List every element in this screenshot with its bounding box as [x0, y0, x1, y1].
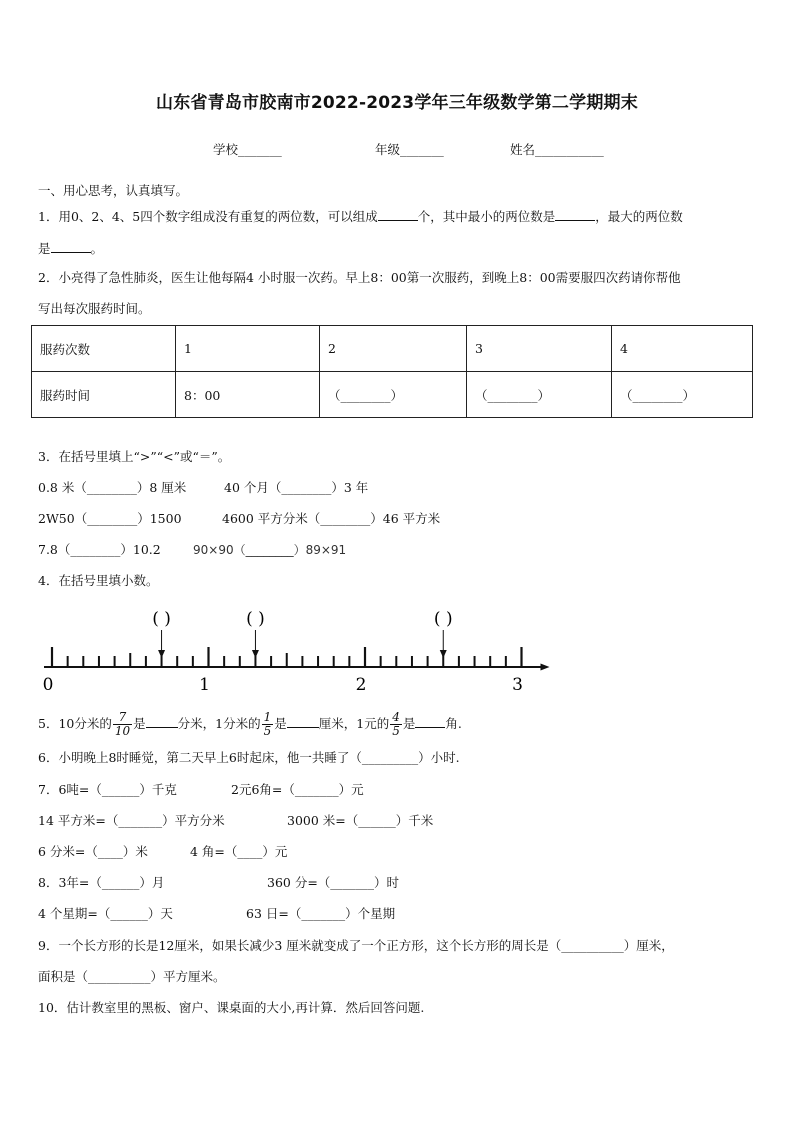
question-5 [38, 711, 462, 738]
table-cell: 4 [612, 326, 753, 372]
name-field[interactable]: 姓名___________ [510, 142, 604, 157]
q7-item-3b[interactable]: 4 角=（____）元 [190, 844, 288, 859]
q7-item-1a[interactable]: 7．6吨=（______）千克 [38, 782, 177, 797]
q1-text-e: 。 [90, 241, 104, 256]
question-2-line1: 2．小亮得了急性肺炎，医生让他每隔4 小时服一次药。早上8：00第一次服药，到晚上8：00需要服四次药请你帮他 [38, 270, 681, 285]
q5-text: 厘米，1元的 [318, 716, 390, 731]
answer-bracket[interactable]: ( ) [246, 609, 265, 629]
table-row [32, 326, 753, 372]
q8-item-2b[interactable]: 63 日=（_______）个星期 [246, 906, 396, 921]
page-title: 山东省青岛市胶南市2022-2023学年三年级数学第二学期期末 [156, 93, 638, 113]
q1-blank-max[interactable] [51, 239, 91, 253]
question-1-line2 [38, 239, 103, 257]
table-cell: 2 [320, 326, 467, 372]
q3-compare-3b[interactable]: 90×90（________）89×91 [193, 543, 347, 557]
fraction-numerator: 4 [392, 710, 400, 724]
fraction-denominator: 5 [392, 724, 400, 738]
answer-bracket[interactable]: ( ) [152, 609, 171, 629]
fraction [390, 711, 402, 738]
number-line-label: 3 [512, 675, 523, 695]
fraction [262, 711, 274, 738]
arrow-head-icon [541, 664, 550, 671]
q1-text-d: 是 [38, 241, 51, 256]
arrow-down-icon [252, 650, 259, 658]
number-line-label: 2 [355, 675, 367, 695]
q5-text: 5．10分米的 [38, 716, 112, 731]
q1-text-c: ，最大的两位数 [595, 209, 683, 224]
q1-text-b: 个，其中最小的两位数是 [417, 209, 556, 224]
question-1-line1 [38, 207, 683, 225]
q5-blank-3[interactable] [415, 714, 445, 728]
table-cell: 3 [467, 326, 612, 372]
q5-blank-2[interactable] [287, 714, 319, 728]
q7-item-1b[interactable]: 2元6角=（_______）元 [231, 782, 364, 797]
fraction-numerator: 7 [113, 711, 132, 725]
question-4-intro: 4．在括号里填小数。 [38, 573, 159, 588]
arrow-down-icon [440, 650, 447, 658]
fraction-numerator: 1 [263, 710, 272, 724]
question-2-line2: 写出每次服药时间。 [38, 301, 151, 316]
medication-table [31, 325, 753, 418]
q5-text: 分米，1分米的 [177, 716, 261, 731]
answer-bracket[interactable]: ( ) [433, 609, 453, 629]
number-line-label: 1 [199, 675, 210, 695]
answer-cell[interactable]: （________） [467, 372, 612, 418]
question-3-intro: 3．在括号里填上“>”“<”或“＝”。 [38, 449, 231, 464]
q7-item-3a[interactable]: 6 分米=（____）米 [38, 844, 148, 859]
question-6[interactable]: 6．小明晚上8时睡觉，第二天早上6时起床，他一共睡了（_________）小时. [38, 750, 460, 765]
q3-compare-2b[interactable]: 4600 平方分米（________）46 平方米 [222, 511, 441, 526]
table-cell: 8：00 [176, 372, 320, 418]
q5-blank-1[interactable] [146, 714, 178, 728]
arrow-down-icon [158, 650, 165, 658]
q3-compare-2a[interactable]: 2W50（________）1500 [38, 511, 182, 526]
q5-text: 角. [445, 716, 462, 731]
q1-blank-count[interactable] [378, 207, 418, 221]
q5-text: 是 [274, 716, 287, 731]
q8-item-2a[interactable]: 4 个星期=（______）天 [38, 906, 173, 921]
q7-item-2b[interactable]: 3000 米=（______）千米 [287, 813, 434, 828]
grade-field[interactable]: 年级_______ [375, 142, 444, 157]
school-field[interactable]: 学校_______ [213, 142, 282, 157]
q1-blank-min[interactable] [555, 207, 595, 221]
q1-text-a: 1．用0、2、4、5四个数字组成没有重复的两位数，可以组成 [38, 209, 378, 224]
answer-cell[interactable]: （________） [612, 372, 753, 418]
table-cell: 服药次数 [32, 326, 176, 372]
q3-compare-1a[interactable]: 0.8 米（________）8 厘米 [38, 480, 187, 495]
fraction-denominator: 10 [114, 724, 131, 738]
question-9-line1[interactable]: 9．一个长方形的长是12厘米，如果长减少3 厘米就变成了一个正方形，这个长方形的周长是（__________）厘米， [38, 938, 674, 953]
answer-cell[interactable]: （________） [320, 372, 467, 418]
q3-compare-1b[interactable]: 40 个月（________）3 年 [224, 480, 369, 495]
question-10: 10．估计教室里的黑板、窗户、课桌面的大小,再计算．然后回答问题. [38, 1000, 425, 1015]
fraction-denominator: 5 [263, 724, 272, 738]
section-heading: 一、用心思考，认真填写。 [38, 183, 189, 198]
q8-item-1b[interactable]: 360 分=（_______）时 [267, 875, 400, 890]
q8-item-1a[interactable]: 8．3年=（______）月 [38, 875, 165, 890]
number-line-label: 0 [42, 675, 54, 695]
question-9-line2[interactable]: 面积是（__________）平方厘米。 [38, 969, 226, 984]
q3-compare-3a[interactable]: 7.8（________）10.2 [38, 542, 161, 557]
fraction [113, 711, 132, 738]
q5-text: 是 [133, 716, 146, 731]
q5-text: 是 [402, 716, 416, 731]
table-cell: 服药时间 [32, 372, 176, 418]
number-line [0, 600, 794, 700]
table-cell: 1 [176, 326, 320, 372]
q7-item-2a[interactable]: 14 平方米=（_______）平方分米 [38, 813, 225, 828]
table-row [32, 372, 753, 418]
